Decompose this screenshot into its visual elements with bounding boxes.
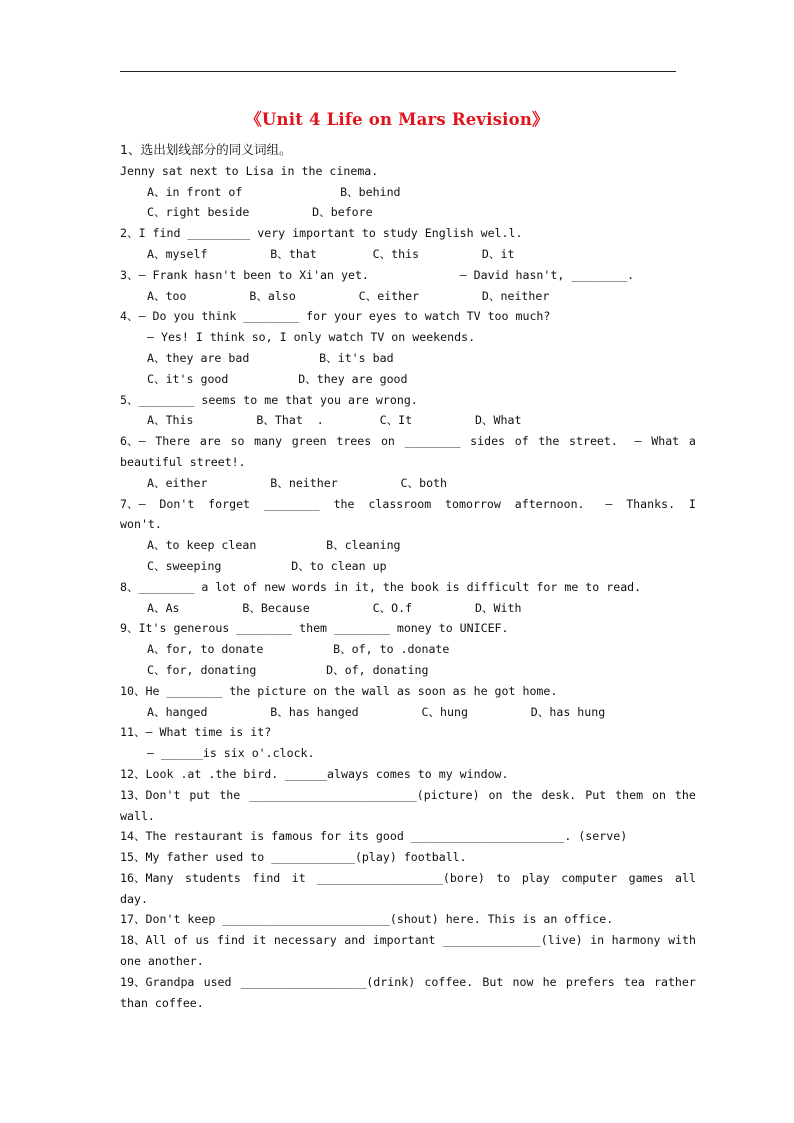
q13-word: the	[219, 787, 241, 802]
q2-options: A、myself B、that C、this D、it	[147, 246, 515, 261]
header-rule	[120, 71, 676, 72]
q19-word: coffee.	[424, 974, 474, 989]
q13-word: the	[674, 787, 696, 802]
exercise-body	[120, 140, 696, 1013]
q18-word: necessary	[273, 933, 337, 948]
q19-word: But	[482, 974, 504, 989]
q7-word: the	[333, 496, 355, 511]
q16-word: play	[521, 870, 550, 885]
q13-blank: ________________________(picture)	[249, 787, 480, 802]
q16-word: students	[185, 870, 241, 885]
q7-word: I	[688, 496, 696, 511]
q7-word: 7、—	[120, 496, 146, 511]
q18-stem	[120, 930, 696, 951]
page-title: 《Unit 4 Life on Mars Revision》	[245, 110, 549, 129]
q13-word: them	[615, 787, 644, 802]
q8-stem: 8、________ a lot of new words in it, the book is difficult for me to read.	[120, 579, 642, 594]
q18-word: harmony	[611, 933, 661, 948]
q16-word: computer	[561, 870, 618, 885]
q11-stem: 11、— What time is it?	[120, 725, 272, 740]
q6-word: There	[155, 434, 191, 449]
q18-word: us	[195, 933, 210, 948]
q16-stem	[120, 868, 696, 889]
q4-options-row2: C、it's good D、they are good	[147, 371, 408, 386]
q16-stem-continued: day.	[120, 891, 148, 906]
section-instruction: 1、选出划线部分的同义词组。	[120, 142, 292, 157]
q6-stem-continued: beautiful street!.	[120, 454, 246, 469]
q14-stem: 14、The restaurant is famous for its good ______________________. (serve)	[120, 829, 628, 844]
q6-word: —	[627, 434, 642, 449]
q10-options: A、hanged B、has hanged C、hung D、has hung	[147, 704, 606, 719]
q7-options-row2: C、sweeping D、to clean up	[147, 558, 387, 573]
q18-word: with	[668, 933, 696, 948]
q16-word: it	[291, 870, 306, 885]
q4-reply: — Yes! I think so, I only watch TV on weekends.	[147, 330, 476, 345]
q19-stem-continued: than coffee.	[120, 995, 204, 1010]
q6-word: 6、—	[120, 434, 146, 449]
q19-word: used	[203, 974, 232, 989]
q19-word: rather	[653, 974, 696, 989]
q7-stem	[120, 494, 696, 515]
q3-stem: 3、— Frank hasn't been to Xi'an yet. — David hasn't, ________.	[120, 267, 635, 282]
q19-word: he	[542, 974, 557, 989]
q9-stem: 9、It's generous ________ them ________ money to UNICEF.	[120, 621, 509, 636]
q6-word: What	[651, 434, 680, 449]
q18-word: it	[252, 933, 267, 948]
q17-stem: 17、Don't keep ________________________(shout) here. This is an office.	[120, 912, 614, 927]
q1-options-row2: C、right beside D、before	[147, 205, 373, 220]
q18-word: important	[372, 933, 436, 948]
q6-word: a	[688, 434, 696, 449]
q18-stem-continued: one another.	[120, 954, 204, 969]
q6-options: A、either B、neither C、both	[147, 475, 448, 490]
q6-word: the	[538, 434, 560, 449]
q18-word: and	[344, 933, 366, 948]
q6-word: are	[199, 434, 221, 449]
q7-word: —	[598, 496, 613, 511]
q16-word: find	[252, 870, 281, 885]
q18-word: 18、All	[120, 933, 167, 948]
q7-word: Thanks.	[626, 496, 676, 511]
q19-word: tea	[623, 974, 645, 989]
q19-blank: __________________(drink)	[240, 974, 416, 989]
q18-word: in	[590, 933, 605, 948]
q13-word: on	[488, 787, 503, 802]
q5-options: A、This B、That . C、It D、What	[147, 413, 522, 428]
q13-word: Put	[585, 787, 607, 802]
q13-word: on	[652, 787, 666, 802]
q13-stem-continued: wall.	[120, 808, 155, 823]
q8-options: A、As B、Because C、O.f D、With	[147, 600, 522, 615]
q13-word: desk.	[541, 787, 577, 802]
q7-stem-continued: won't.	[120, 517, 162, 532]
q13-word: put	[189, 787, 211, 802]
q6-blank: ________	[404, 434, 461, 449]
q7-word: tomorrow	[445, 496, 501, 511]
q6-word: green	[291, 434, 327, 449]
q13-word: 13、Don't	[120, 787, 181, 802]
q9-options-row2: C、for, donating D、of, donating	[147, 662, 429, 677]
q13-stem	[120, 785, 696, 806]
q7-word: afternoon.	[514, 496, 585, 511]
q18-word: find	[216, 933, 245, 948]
q7-blank: ________	[263, 496, 320, 511]
q6-stem	[120, 431, 696, 452]
q7-word: classroom	[368, 496, 432, 511]
q6-word: trees	[336, 434, 372, 449]
q19-word: now	[512, 974, 534, 989]
q3-options: A、too B、also C、either D、neither	[147, 288, 550, 303]
q7-word: forget	[208, 496, 251, 511]
q16-word: to	[496, 870, 511, 885]
q6-word: street.	[569, 434, 618, 449]
q12-stem: 12、Look .at .the bird. ______always comes to my window.	[120, 766, 509, 781]
q7-options-row1: A、to keep clean B、cleaning	[147, 538, 401, 553]
q16-word: games	[628, 870, 664, 885]
q10-stem: 10、He ________ the picture on the wall as soon as he got home.	[120, 683, 558, 698]
q16-blank: __________________(bore)	[317, 870, 485, 885]
q4-stem: 4、— Do you think ________ for your eyes to watch TV too much?	[120, 309, 551, 324]
q4-options-row1: A、they are bad B、it's bad	[147, 350, 394, 365]
q6-word: sides	[470, 434, 506, 449]
q6-word: many	[254, 434, 283, 449]
q15-stem: 15、My father used to ____________(play) football.	[120, 850, 467, 865]
q13-word: the	[511, 787, 533, 802]
q6-word: so	[230, 434, 245, 449]
q11-reply: — ______is six o'.clock.	[147, 746, 315, 761]
q19-word: 19、Grandpa	[120, 974, 195, 989]
q9-options-row1: A、for, to donate B、of, to .donate	[147, 642, 450, 657]
q19-stem	[120, 972, 696, 993]
q6-word: of	[514, 434, 529, 449]
q1-options-row1: A、in front of B、behind	[147, 184, 401, 199]
q16-word: 16、Many	[120, 870, 174, 885]
q19-word: prefers	[565, 974, 615, 989]
q7-word: Don't	[159, 496, 195, 511]
q1-sentence: Jenny sat next to Lisa in the cinema.	[120, 163, 379, 178]
q18-word: of	[174, 933, 188, 948]
q16-word: all	[675, 870, 696, 885]
q6-word: on	[380, 434, 395, 449]
q2-stem: 2、I find _________ very important to study English wel.l.	[120, 226, 523, 241]
q5-stem: 5、________ seems to me that you are wrong.	[120, 392, 418, 407]
q18-blank: ______________(live)	[443, 933, 583, 948]
